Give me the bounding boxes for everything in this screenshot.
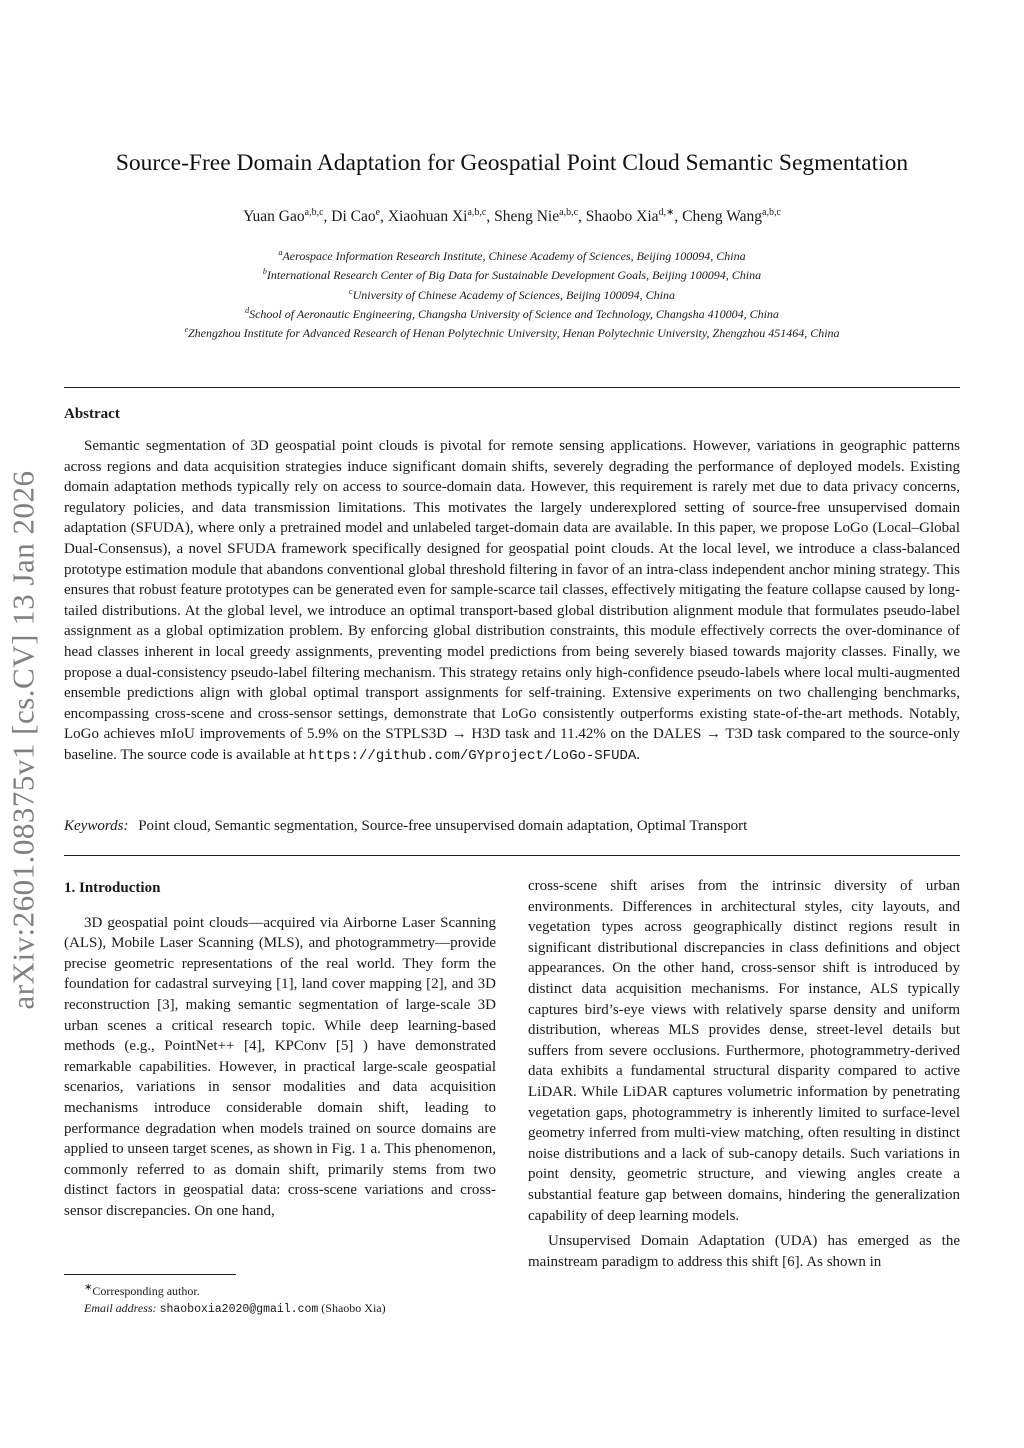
keywords	[64, 818, 960, 835]
abstract-text: Semantic segmentation of 3D geospatial point clouds is pivotal for remote sensing applications. However, variations in geographic patterns across regions and data acquisition strategies induce significant domain shifts, severely degrading the performance of deployed models. Existing domain adaptation methods typically rely on access to source-domain data. However, this requirement is rarely met due to data privacy concerns, regulatory policies, and data transmission limitations. This motivates the largely underexplored setting of source-free unsupervised domain adaptation (SFUDA), where only a pretrained model and unlabeled target-domain data are available. In this paper, we propose LoGo (Local–Global Dual-Consensus), a novel SFUDA framework specifically designed for geospatial point clouds. At the local level, we introduce a class-balanced prototype estimation module that abandons conventional global threshold filtering in favor of an intra-class independent anchor mining strategy. This ensures that robust feature prototypes can be generated even for sample-scarce tail classes, effectively mitigating the feature collapse caused by long-tailed distributions. At the global level, we introduce an optimal transport-based global distribution alignment module that formulates pseudo-label assignment as a global optimization problem. By enforcing global distribution constraints, this module effectively corrects the over-dominance of head classes inherent in local greedy assignments, preventing model predictions from being severely biased towards majority classes. Finally, we propose a dual-consistency pseudo-label filtering mechanism. This strategy retains only high-confidence pseudo-labels where local multi-augmented ensemble predictions align with global optimal transport assignments for self-training. Extensive experiments on two challenging benchmarks, encompassing cross-scene and cross-sensor settings, demonstrate that LoGo consistently outperforms existing state-of-the-art methods. Notably, LoGo achieves mIoU improvements of 5.9% on the STPLS3D → H3D task and 11.42% on the DALES → T3D task compared to the source-only baseline. The source code is available at https://github.com/GYproject/LoGo-SFUDA.	[64, 438, 960, 764]
arxiv-identifier-stamp	[4, 440, 44, 1040]
arxiv-identifier-text: arXiv:2601.08375v1 [cs.CV] 13 Jan 2026	[6, 470, 41, 1010]
author: Cheng Wang$^{a,b,c}$	[682, 207, 781, 226]
keywords-text: Point cloud, Semantic segmentation, Source-free unsupervised domain adaptation, Optimal Transport	[138, 818, 748, 834]
footnote-email: Email address: shaoboxia2020@gmail.com (Shaobo Xia)	[84, 1301, 386, 1316]
footnote	[64, 1279, 496, 1318]
intro-paragraph-continued: cross-scene shift arises from the intrinsic diversity of urban environments. Differences in architectural styles, city layouts, and vegetation types across geographically distinct regions result in significant distributional discrepancies in class definitions and object appearances. On the other hand, cross-sensor shift is introduced by distinct data acquisition mechanisms. For instance, ALS typically captures bird’s-eye views with relatively sparse density and uniform distribution, whereas MLS provides dense, street-level details but suffers from severe occlusions. Furthermore, photogrammetry-derived data exhibits a fundamental structural disparity compared to active LiDAR. While LiDAR captures volumetric information by penetrating vegetation gaps, photogrammetry is inherently limited to surface-level geometry inferred from multi-view matching, often resulting in distinct noise distributions and a lack of sub-canopy details. Such variations in point density, geometric structure, and viewing angles create a substantial feature gap between domains, hindering the generalization capability of deep learning models.	[528, 878, 960, 1224]
left-column	[64, 876, 496, 1222]
abstract-top-rule	[64, 387, 960, 388]
right-column	[528, 876, 960, 1272]
section-heading-introduction: 1. Introduction	[64, 880, 161, 896]
footnote-rule	[64, 1274, 236, 1275]
source-code-link[interactable]: https://github.com/GYproject/LoGo-SFUDA	[308, 747, 637, 764]
abstract-heading: Abstract	[64, 406, 120, 422]
affiliation: $^b$International Research Center of Big Data for Sustainable Development Goals, Beijing 100094, China	[262, 267, 762, 283]
author: Di Cao$^e$,	[331, 207, 388, 226]
abstract-bottom-rule	[64, 855, 960, 856]
intro-paragraph: Unsupervised Domain Adaptation (UDA) has emerged as the mainstream paradigm to address this shift [6]. As shown in	[528, 1233, 960, 1270]
keywords-label: Keywords:	[64, 818, 129, 834]
intro-paragraph: 3D geospatial point clouds—acquired via Airborne Laser Scanning (ALS), Mobile Laser Scanning (MLS), and photogrammetry—provide precise geometric representations of the real world. They form the foundation for cadastral surveying [1], land cover mapping [2], and 3D reconstruction [3], making semantic segmentation of large-scale 3D urban scenes a critical research topic. While deep learning-based methods (e.g., PointNet++ [4], KPConv [5] ) have demonstrated remarkable capabilities. However, in practical large-scale geospatial scenarios, variations in sensor modalities and data acquisition mechanisms introduce considerable domain shift, leading to performance degradation when models trained on source domains are applied to unseen target scenes, as shown in Fig. 1 a. This phenomenon, commonly referred to as domain shift, primarily stems from two distinct factors in geospatial data: cross-scene variations and cross-sensor discrepancies. On one hand,	[64, 914, 496, 1219]
affiliation: $^d$School of Aeronautic Engineering, Changsha University of Science and Technology, Changsha 410004, China	[245, 305, 779, 321]
author-list	[64, 207, 960, 226]
affiliation: $^c$University of Chinese Academy of Sciences, Beijing 100094, China	[349, 286, 675, 302]
affiliation-list	[64, 245, 960, 341]
affiliation: $^a$Aerospace Information Research Institute, Chinese Academy of Sciences, Beijing 100094, China	[278, 248, 746, 263]
author: Xiaohuan Xi$^{a,b,c}$,	[387, 207, 495, 226]
affiliation: $^e$Zhengzhou Institute for Advanced Research of Henan Polytechnic University, Henan Polytechnic University, Zhengzhou 451464, China	[184, 325, 840, 341]
author: Sheng Nie$^{a,b,c}$,	[494, 207, 586, 226]
paper-title: Source-Free Domain Adaptation for Geospatial Point Cloud Semantic Segmentation	[115, 150, 909, 176]
footnote-corresponding: ∗Corresponding author.	[84, 1282, 200, 1298]
author: Shaobo Xia$^{d,∗}$,	[585, 207, 683, 226]
email-link[interactable]: shaoboxia2020@gmail.com	[159, 1303, 319, 1316]
author: Yuan Gao$^{a,b,c}$,	[243, 207, 332, 226]
